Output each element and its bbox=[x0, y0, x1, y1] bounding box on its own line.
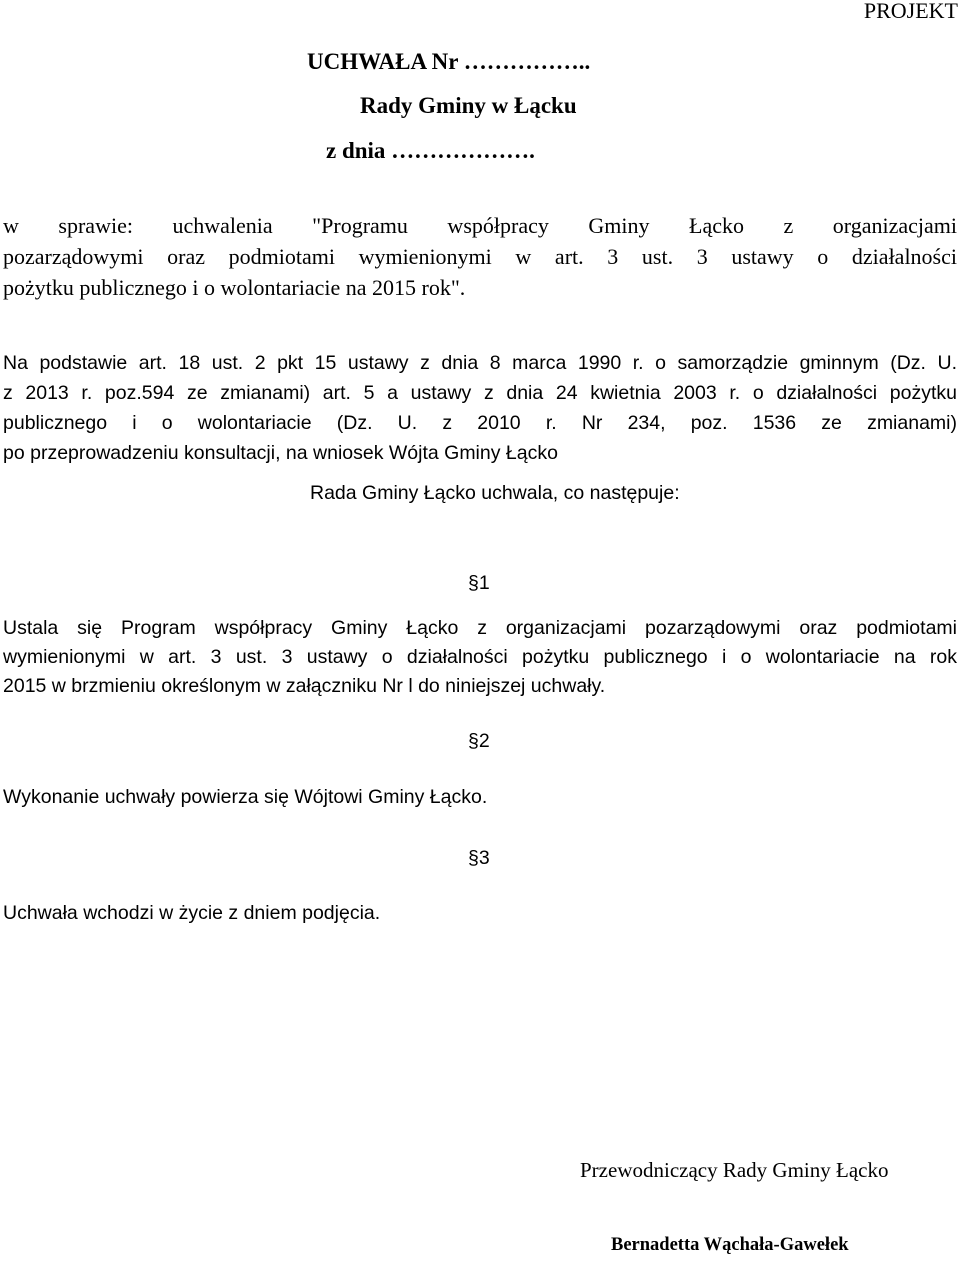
resolution-title: UCHWAŁA Nr …………….. bbox=[307, 49, 591, 74]
signatory-role: Przewodniczący Rady Gminy Łącko bbox=[580, 1158, 889, 1182]
section-1-label: §1 bbox=[468, 572, 490, 594]
basis-line: Na podstawie art. 18 ust. 2 pkt 15 ustawy z dnia 8 marca 1990 r. o samorządzie gminnym (Dz. U. bbox=[3, 352, 957, 374]
section-1-text bbox=[3, 614, 957, 701]
subject-line: pożytku publicznego i o wolontariacie na 2015 rok". bbox=[3, 275, 466, 300]
section-2-label: §2 bbox=[468, 730, 490, 752]
council-name: Rady Gminy w Łącku bbox=[360, 93, 577, 118]
basis-line: po przeprowadzeniu konsultacji, na wniosek Wójta Gminy Łącko bbox=[3, 442, 558, 464]
resolution-date: z dnia ………………. bbox=[326, 138, 535, 163]
resolution-subject bbox=[3, 210, 957, 303]
council-decides: Rada Gminy Łącko uchwala, co następuje: bbox=[310, 482, 680, 504]
legal-basis bbox=[3, 348, 957, 468]
section-1-line: wymienionymi w art. 3 ust. 3 ustawy o działalności pożytku publicznego i o wolontariacie na rok bbox=[3, 646, 957, 668]
section-3-text: Uchwała wchodzi w życie z dniem podjęcia. bbox=[3, 902, 381, 924]
section-1-line: 2015 w brzmieniu określonym w załączniku Nr l do niniejszej uchwały. bbox=[3, 675, 606, 697]
subject-line: w sprawie: uchwalenia "Programu współpracy Gminy Łącko z organizacjami bbox=[3, 213, 957, 238]
basis-line: z 2013 r. poz.594 ze zmianami) art. 5 a ustawy z dnia 24 kwietnia 2003 r. o działalności pożytku bbox=[3, 382, 957, 404]
section-1-line: Ustala się Program współpracy Gminy Łącko z organizacjami pozarządowymi oraz podmiotami bbox=[3, 617, 957, 639]
section-2-text: Wykonanie uchwały powierza się Wójtowi Gminy Łącko. bbox=[3, 786, 488, 808]
draft-label: PROJEKT bbox=[863, 0, 958, 23]
signatory-name: Bernadetta Wąchała-Gawełek bbox=[611, 1235, 849, 1255]
basis-line: publicznego i o wolontariacie (Dz. U. z 2010 r. Nr 234, poz. 1536 ze zmianami) bbox=[3, 412, 957, 434]
section-3-label: §3 bbox=[468, 847, 490, 869]
subject-line: pozarządowymi oraz podmiotami wymienionymi w art. 3 ust. 3 ustawy o działalności bbox=[3, 244, 957, 269]
